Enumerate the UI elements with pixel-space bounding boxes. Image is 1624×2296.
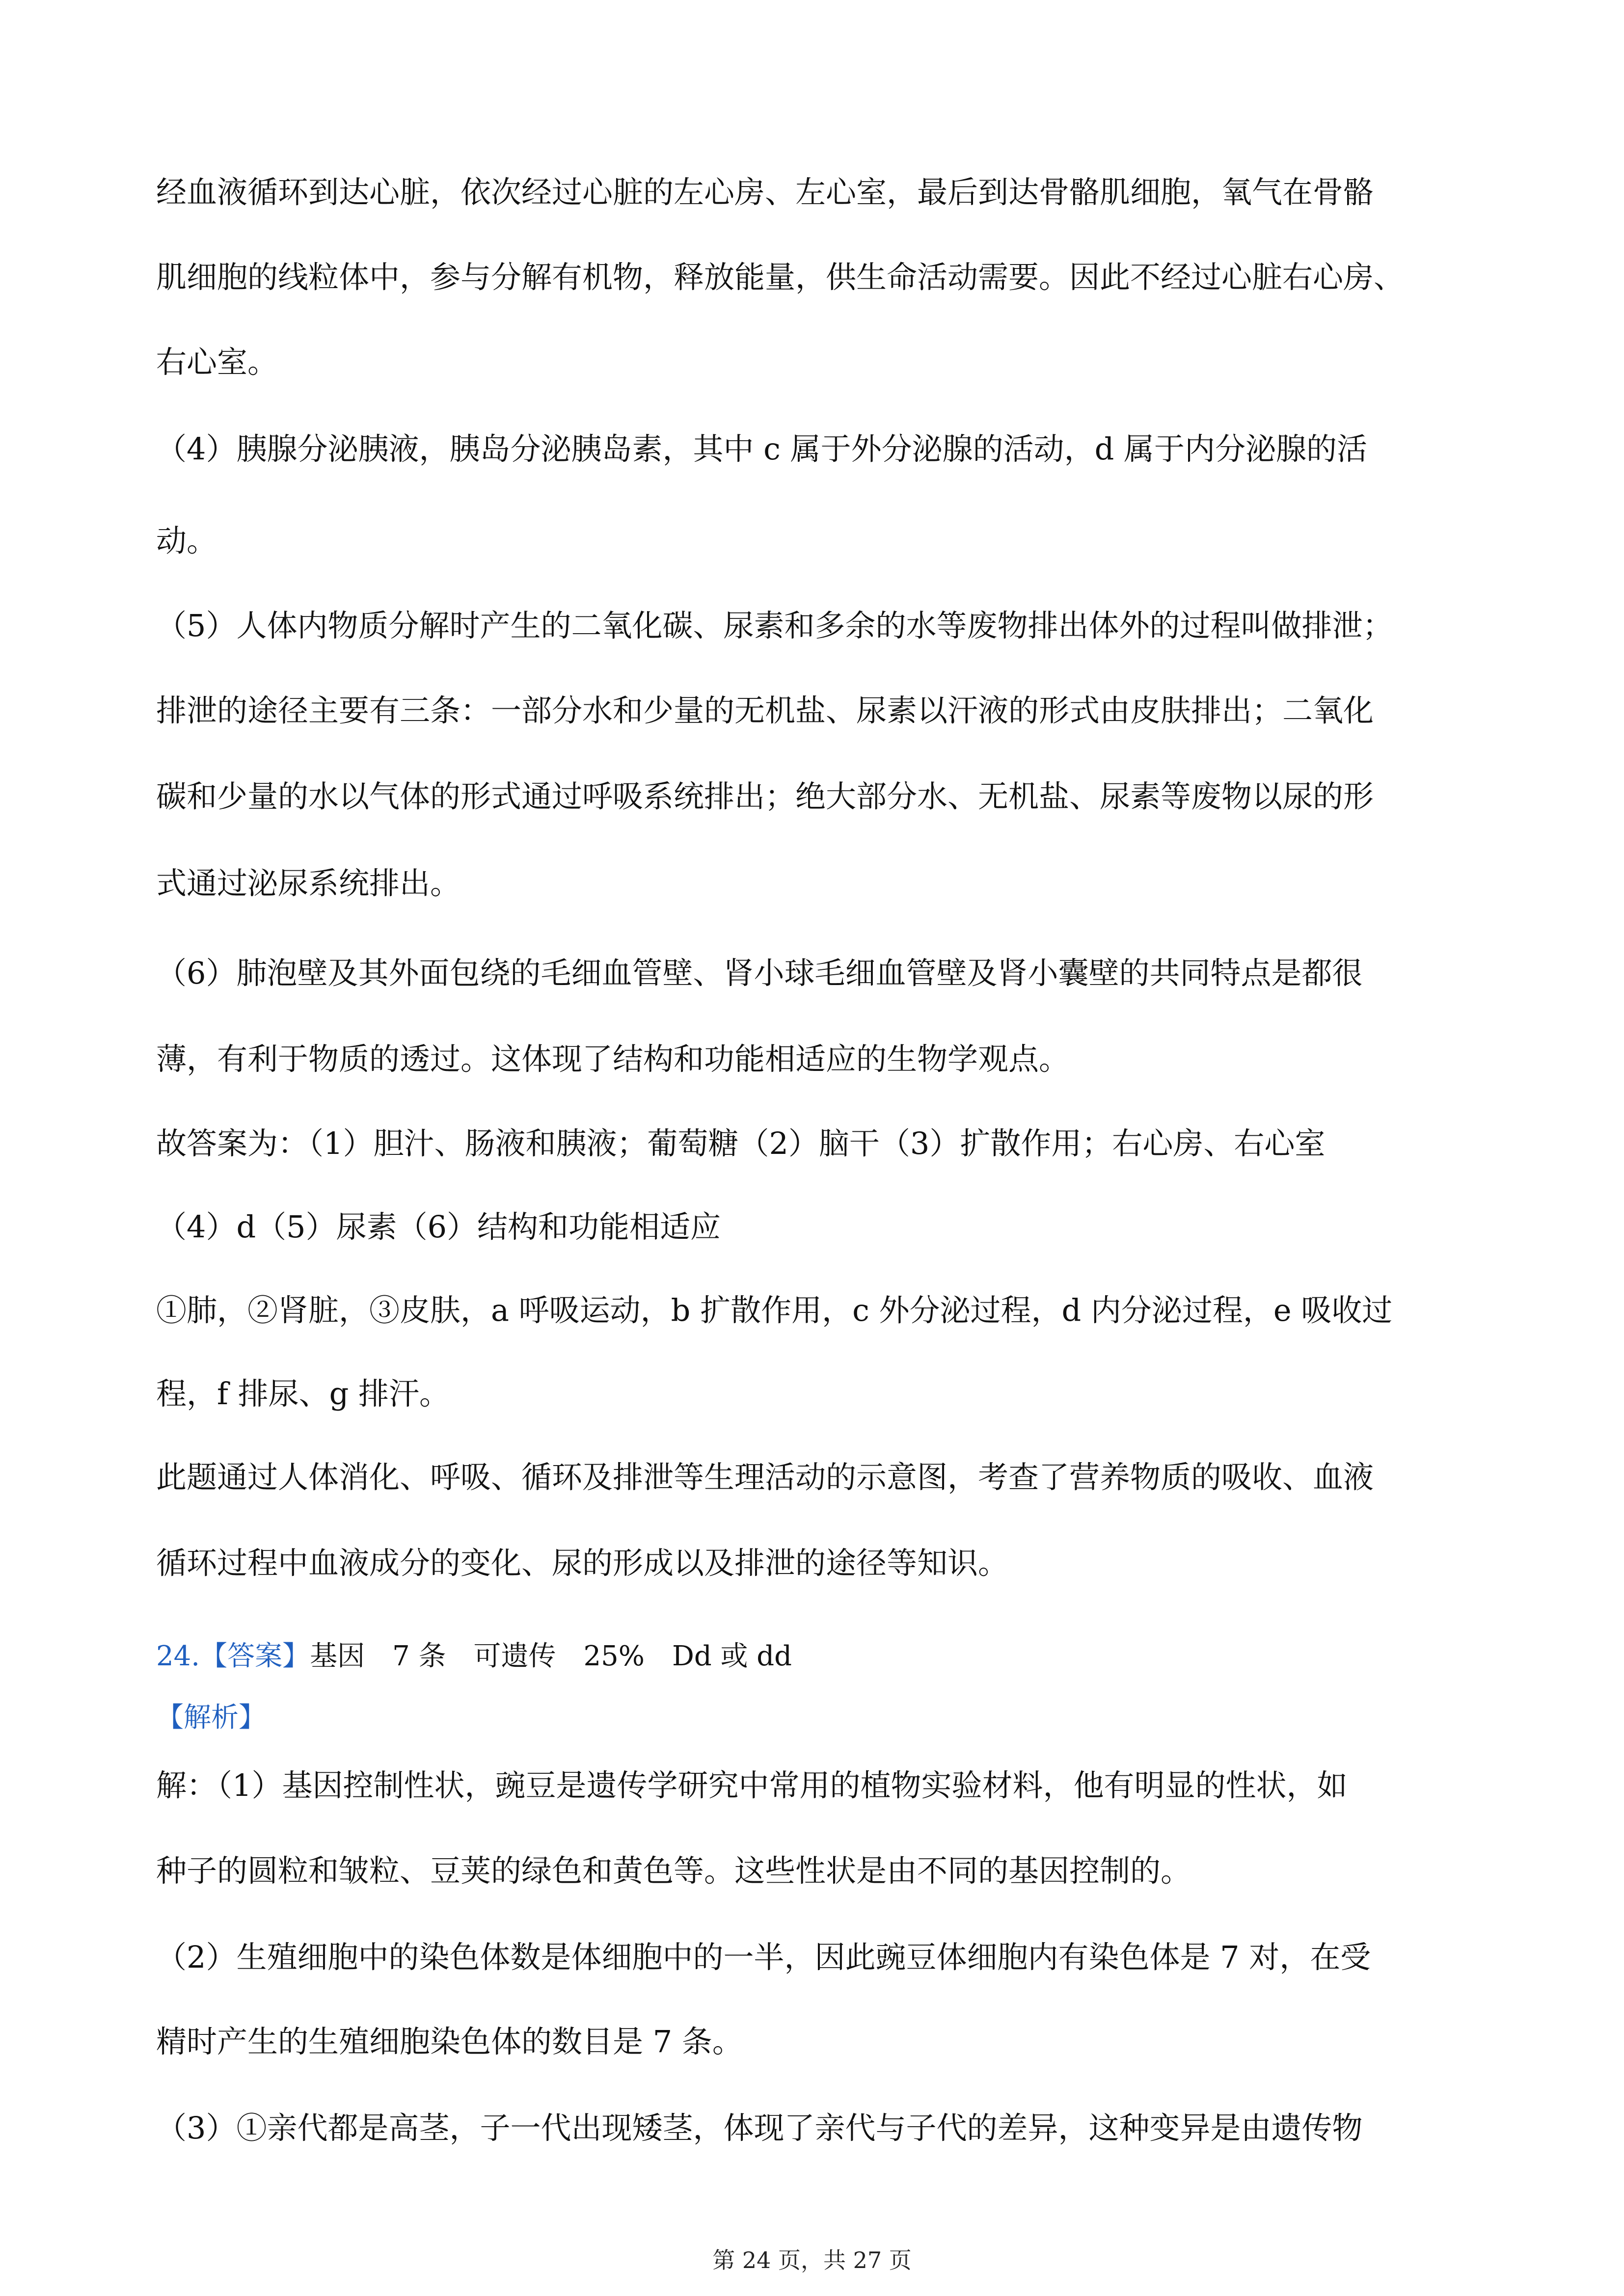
text-line: （4）d（5）尿素（6）结构和功能相适应: [156, 1209, 721, 1245]
text-line: （3）①亲代都是高茎，子一代出现矮茎，体现了亲代与子代的差异，这种变异是由遗传物: [156, 2110, 1363, 2146]
answer-text: 基因 7 条 可遗传 25% Dd 或 dd: [310, 1640, 792, 1672]
text-line: 程，f 排尿、g 排汗。: [156, 1376, 450, 1412]
text-line: 碳和少量的水以气体的形式通过呼吸系统排出；绝大部分水、无机盐、尿素等废物以尿的形: [156, 778, 1374, 814]
text-line: 故答案为：（1）胆汁、肠液和胰液；葡萄糖（2）脑干（3）扩散作用；右心房、右心室: [156, 1125, 1326, 1161]
text-line: 肌细胞的线粒体中，参与分解有机物，释放能量，供生命活动需要。因此不经过心脏右心房、: [156, 259, 1405, 295]
text-line: ①肺，②肾脏，③皮肤，a 呼吸运动，b 扩散作用，c 外分泌过程，d 内分泌过程，e 吸收过: [156, 1292, 1393, 1328]
answer-tag: 【答案】: [200, 1640, 310, 1672]
text-line: 薄，有利于物质的透过。这体现了结构和功能相适应的生物学观点。: [156, 1041, 1070, 1077]
text-line: （5）人体内物质分解时产生的二氧化碳、尿素和多余的水等废物排出体外的过程叫做排泄；: [156, 608, 1393, 643]
text-line: 动。: [156, 523, 217, 559]
text-line: 循环过程中血液成分的变化、尿的形成以及排泄的途径等知识。: [156, 1545, 1009, 1581]
text-line: （4）胰腺分泌胰液，胰岛分泌胰岛素，其中 c 属于外分泌腺的活动，d 属于内分泌腺的活: [156, 431, 1367, 467]
text-line: 式通过泌尿系统排出。: [156, 865, 461, 901]
text-line: 经血液循环到达心脏，依次经过心脏的左心房、左心室，最后到达骨骼肌细胞，氧气在骨骼: [156, 174, 1374, 210]
text-line: 种子的圆粒和皱粒、豆荚的绿色和黄色等。这些性状是由不同的基因控制的。: [156, 1853, 1191, 1889]
text-line: 此题通过人体消化、呼吸、循环及排泄等生理活动的示意图，考查了营养物质的吸收、血液: [156, 1459, 1374, 1495]
text-line: 右心室。: [156, 344, 278, 380]
analysis-tag: 【解析】: [156, 1702, 266, 1734]
question-24-answer: [156, 1637, 1491, 1676]
analysis-heading: [156, 1698, 1491, 1737]
text-line: 解：（1）基因控制性状，豌豆是遗传学研究中常用的植物实验材料，他有明显的性状，如: [156, 1767, 1348, 1803]
text-line: 精时产生的生殖细胞染色体的数目是 7 条。: [156, 2024, 743, 2059]
text-line: （2）生殖细胞中的染色体数是体细胞中的一半，因此豌豆体细胞内有染色体是 7 对，在受: [156, 1939, 1371, 1975]
question-number: 24.: [156, 1640, 200, 1672]
text-line: 排泄的途径主要有三条：一部分水和少量的无机盐、尿素以汗液的形式由皮肤排出；二氧化: [156, 693, 1374, 728]
page-footer: 第 24 页，共 27 页: [712, 2247, 912, 2273]
text-line: （6）肺泡壁及其外面包绕的毛细血管壁、肾小球毛细血管壁及肾小囊壁的共同特点是都很: [156, 955, 1363, 991]
